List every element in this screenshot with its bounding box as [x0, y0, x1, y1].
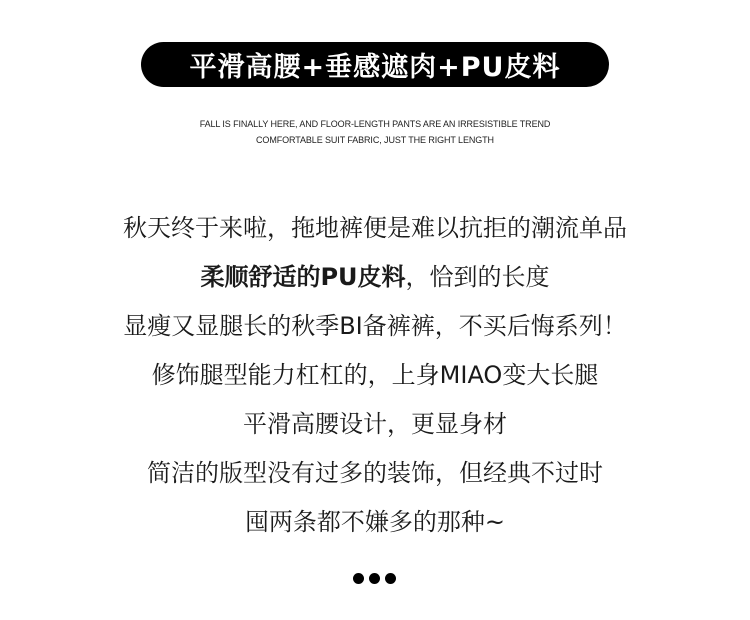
description-line-3: 显瘦又显腿长的秋季BI备裤裤，不买后悔系列！ — [123, 312, 627, 340]
ellipsis-dots — [353, 573, 396, 584]
title-banner — [141, 42, 609, 87]
title-text: 平滑高腰+垂感遮肉+PU皮料 — [189, 52, 561, 83]
english-subtitle-line-1: FALL IS FINALLY HERE, AND FLOOR-LENGTH PANTS ARE AN IRRESISTIBLE TREND — [199, 119, 551, 129]
description-line-6: 简洁的版型没有过多的装饰，但经典不过时 — [147, 459, 603, 487]
description-line-2 — [0, 262, 750, 292]
description-line-4: 修饰腿型能力杠杠的，上身MIAO变大长腿 — [151, 361, 599, 389]
description-line-7: 囤两条都不嫌多的那种~ — [244, 508, 506, 536]
description-line-5: 平滑高腰设计，更显身材 — [243, 410, 507, 438]
description-line-2-rest: ，恰到的长度 — [405, 263, 550, 291]
highlight-text: 柔顺舒适的PU皮料 — [200, 263, 406, 291]
english-subtitle-line-2: COMFORTABLE SUIT FABRIC, JUST THE RIGHT LENGTH — [256, 135, 494, 145]
dot — [353, 573, 364, 584]
dot — [369, 573, 380, 584]
description-line-1: 秋天终于来啦，拖地裤便是难以抗拒的潮流单品 — [123, 214, 627, 242]
dot — [385, 573, 396, 584]
